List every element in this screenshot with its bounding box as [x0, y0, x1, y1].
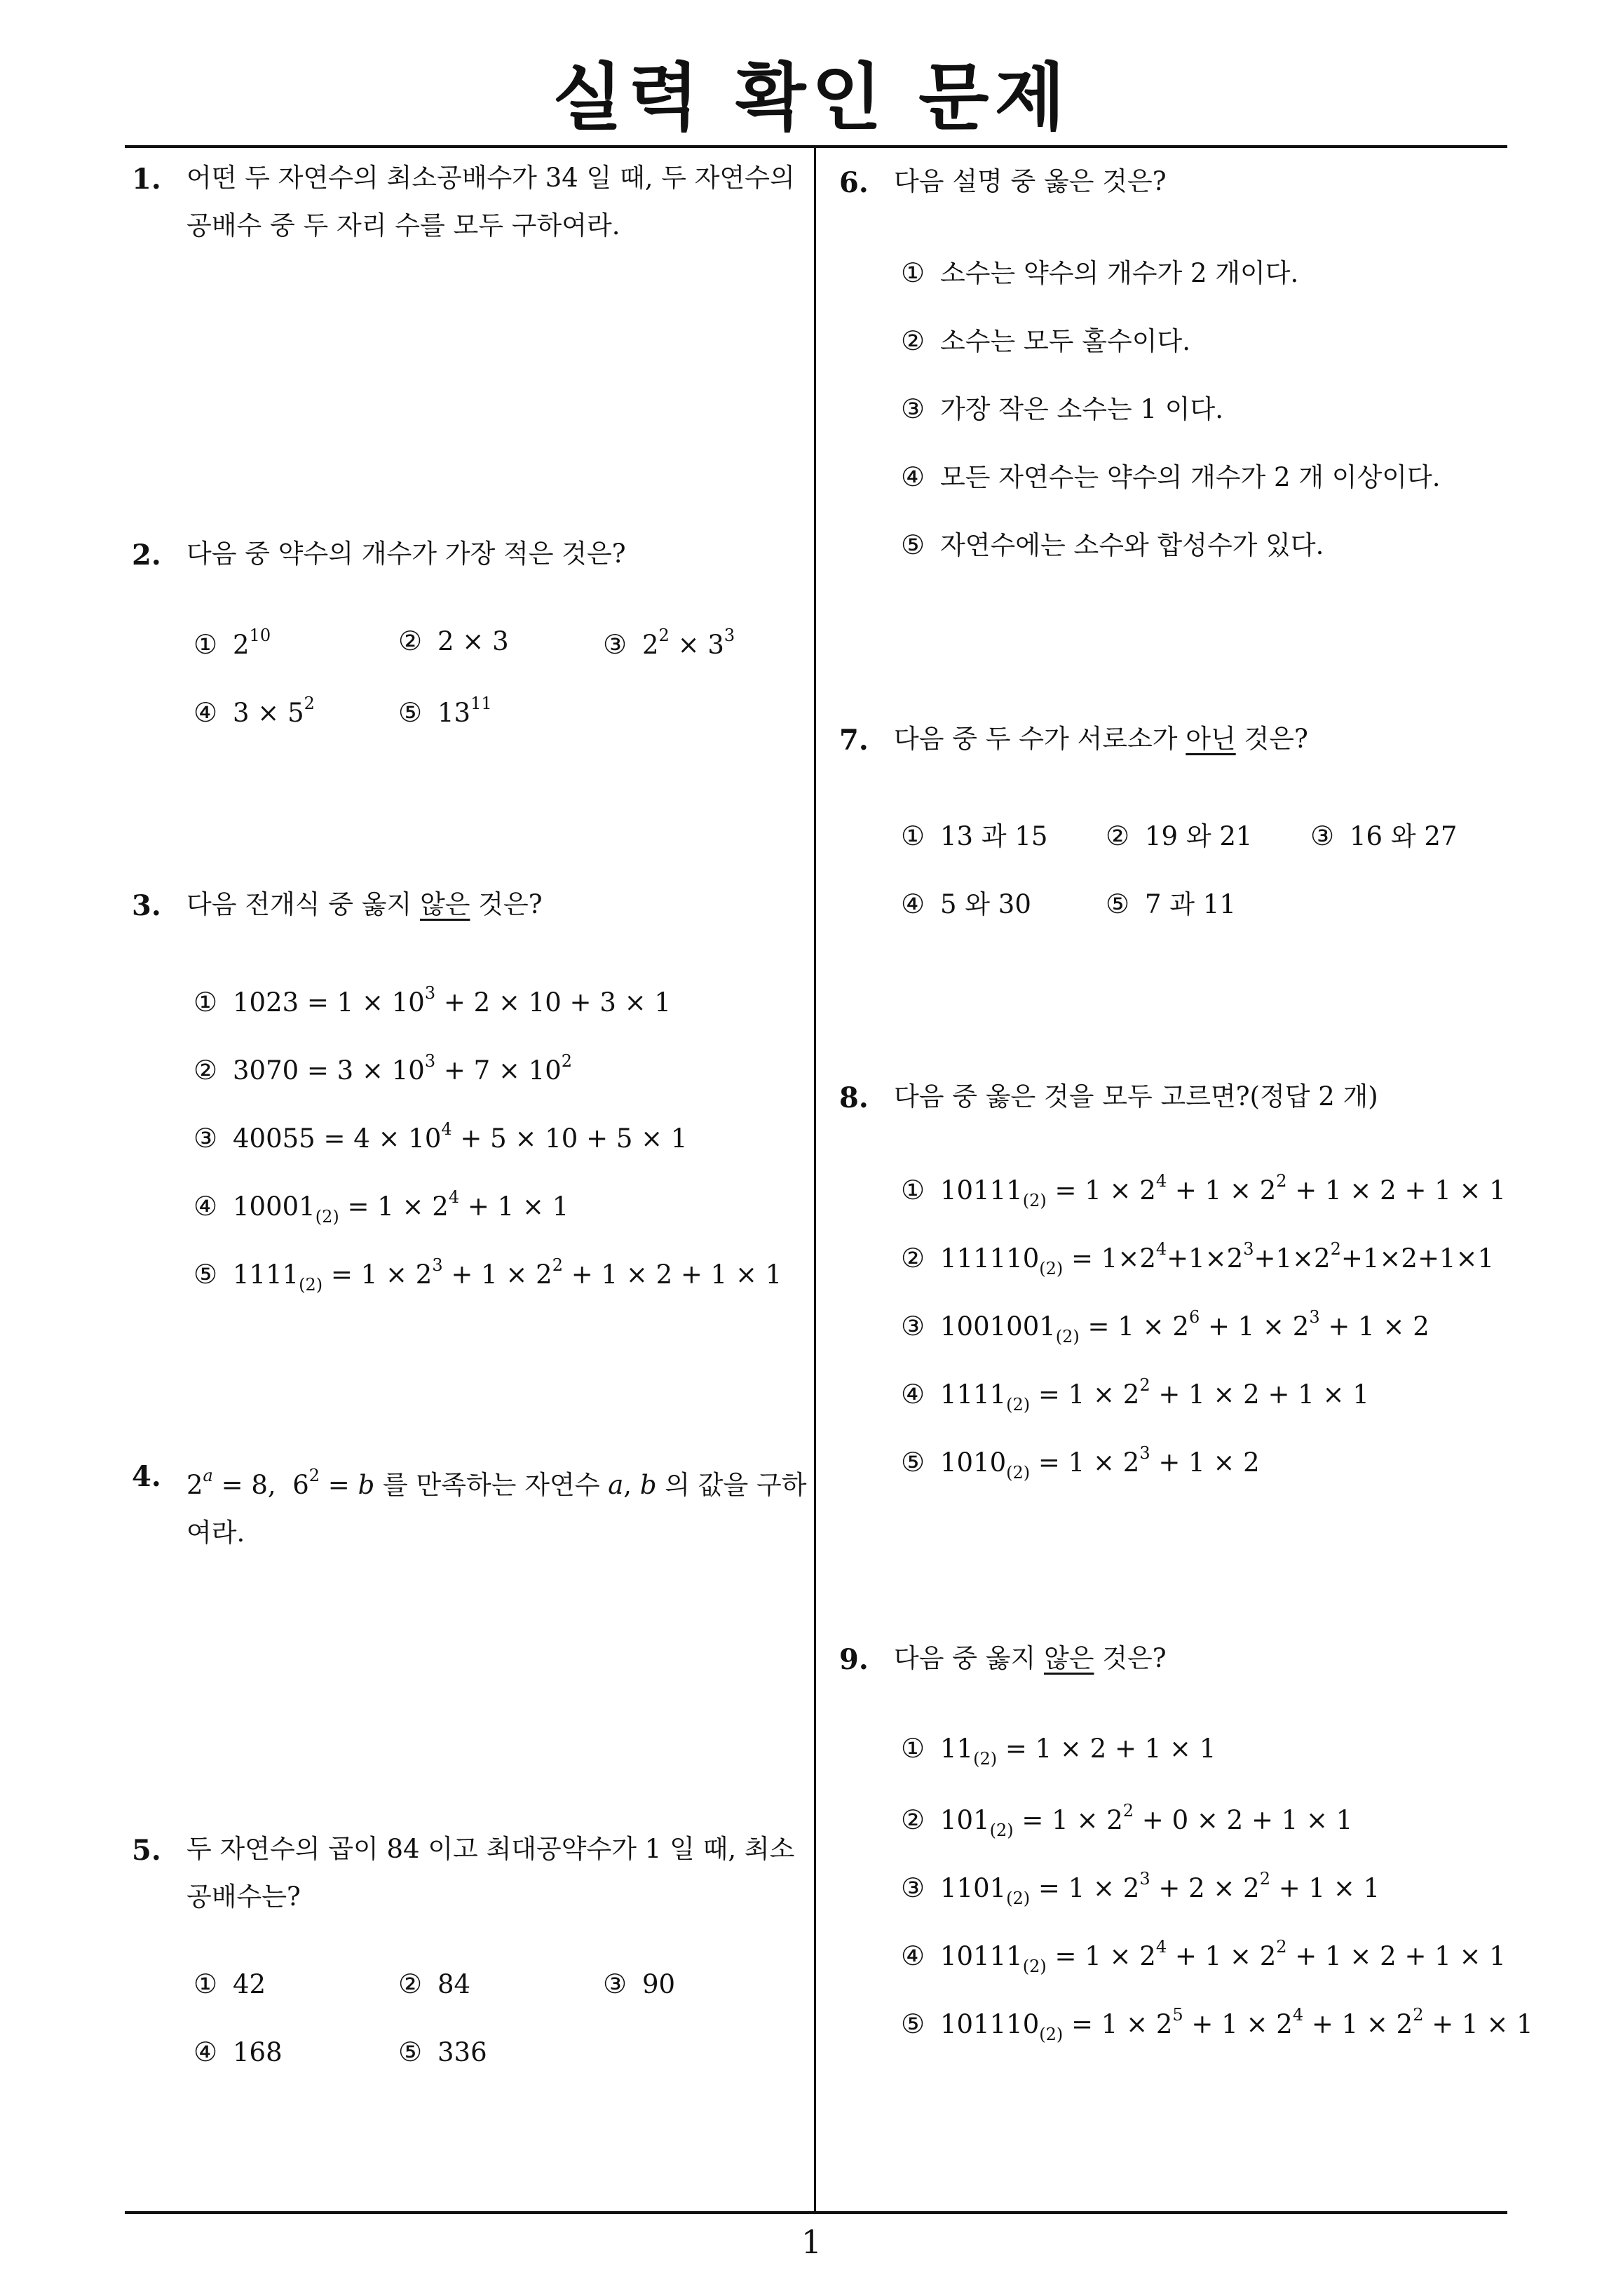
choice-text: 19 와 21	[1145, 821, 1253, 851]
choice-5[interactable]: ⑤ $101110_{(2)} = 1 \times 2^5 + 1 \times 2^4 + 1 \times 2^2 + 1 \times 1$	[901, 2005, 1533, 2044]
stem-text: 다음 전개식 중 옳지	[186, 889, 420, 919]
choice-5[interactable]: ⑤ $1111_{(2)} = 1 \times 2^3 + 1 \times 2^2 + 1 \times 2 + 1 \times 1$	[193, 1255, 782, 1295]
choice-marker: ③	[1310, 821, 1335, 851]
choice-1[interactable]: ① $1023 = 1 \times 10^3 + 2 \times 10 + 3 \times 1$	[193, 983, 671, 1018]
choice-marker: ①	[193, 987, 218, 1018]
choice-text: 모든 자연수는 약수의 개수가 2 개 이상이다.	[940, 462, 1441, 492]
problem-stem: 다음 중 옳은 것을 모두 고르면?(정답 2 개)	[894, 1081, 1378, 1112]
choice-3[interactable]: ③ $1001001_{(2)} = 1 \times 2^6 + 1 \times 2^3 + 1 \times 2$	[901, 1307, 1430, 1346]
choice-4[interactable]: ④ $10001_{(2)} = 1 \times 2^4 + 1 \times 1$	[193, 1187, 569, 1227]
choice-4[interactable]	[193, 2037, 283, 2067]
choice-2[interactable]	[1106, 815, 1252, 853]
problem-stem	[186, 1825, 853, 1921]
stem-text: 를 만족하는 자연수	[374, 1470, 609, 1500]
choice-value: 42	[233, 1969, 266, 1999]
choice-2[interactable]: ② $111110_{(2)} = 1\times 2^4+1\times 2^3+1\times 2^2+1\times 2+1\times 1$	[901, 1239, 1495, 1278]
stem-line: 공배수는?	[186, 1882, 301, 1912]
choice-3[interactable]: ③ $40055 = 4 \times 10^4 + 5 \times 10 + 5 \times 1$	[193, 1119, 688, 1154]
choice-marker: ⑤	[398, 697, 423, 728]
choice-5[interactable]	[1106, 883, 1236, 921]
choice-text: 소수는 약수의 개수가 2 개이다.	[940, 258, 1299, 288]
stem-emphasis: 않은	[1044, 1643, 1094, 1673]
choice-marker: ④	[901, 1940, 925, 1971]
choice-1[interactable]	[901, 252, 1298, 290]
choice-4[interactable]: ④ $3 \times 5^2$	[193, 694, 315, 728]
choice-marker: ①	[193, 629, 218, 660]
choice-marker: ①	[901, 1733, 925, 1764]
choice-2[interactable]: ② $101_{(2)} = 1 \times 2^2 + 0 \times 2 + 1 \times 1$	[901, 1801, 1353, 1840]
problem-number: 4.	[132, 1460, 161, 1493]
choice-text: 7 과 11	[1145, 889, 1236, 919]
stem-line: 여라.	[186, 1518, 245, 1548]
choice-3[interactable]	[603, 1969, 675, 1999]
choice-marker: ②	[1106, 821, 1130, 851]
page-title: 실력 확인 문제	[552, 55, 1071, 140]
footer-rule	[125, 2211, 1507, 2214]
choice-text: 가장 작은 소수는 1 이다.	[940, 394, 1224, 424]
choice-marker: ④	[193, 2037, 218, 2067]
choice-2[interactable]: ② $3070 = 3 \times 10^3 + 7 \times 10^2$	[193, 1051, 573, 1086]
problem-number: 8.	[839, 1081, 869, 1114]
choice-marker: ③	[901, 1872, 925, 1903]
choice-marker: ⑤	[901, 1447, 925, 1478]
choice-marker: ⑤	[1106, 889, 1130, 919]
problem-stem	[186, 1452, 853, 1557]
choice-1[interactable]	[901, 815, 1047, 853]
stem-text: 것은?	[1094, 1643, 1167, 1673]
choice-marker: ②	[901, 325, 925, 356]
problem-stem	[186, 881, 853, 928]
choice-value: 168	[233, 2037, 283, 2067]
choice-text: 소수는 모두 홀수이다.	[940, 326, 1190, 356]
stem-text: 의 값을 구하	[656, 1470, 807, 1500]
choice-marker: ③	[901, 393, 925, 424]
problem-number: 7.	[839, 724, 869, 757]
problem-number: 6.	[839, 166, 869, 199]
choice-marker: ②	[901, 1804, 925, 1835]
choice-marker: ⑤	[901, 529, 925, 560]
choice-marker: ①	[901, 821, 925, 851]
stem-text: 다음 중 옳지	[894, 1643, 1044, 1673]
problem-stem	[186, 154, 853, 250]
choice-4[interactable]: ④ $1111_{(2)} = 1 \times 2^2 + 1 \times 2 + 1 \times 1$	[901, 1375, 1369, 1414]
choice-4[interactable]: ④ $10111_{(2)} = 1 \times 2^4 + 1 \times 2^2 + 1 \times 2 + 1 \times 1$	[901, 1937, 1506, 1976]
choice-1[interactable]	[193, 1969, 266, 1999]
choice-marker: ④	[901, 889, 925, 919]
choice-4[interactable]	[901, 883, 1031, 921]
choice-5[interactable]	[398, 2037, 487, 2067]
choice-text: 자연수에는 소수와 합성수가 있다.	[940, 530, 1324, 560]
choice-marker: ⑤	[193, 1259, 218, 1290]
choice-5[interactable]: ⑤ $13^{11}$	[398, 694, 492, 728]
problem-number: 3.	[132, 889, 161, 922]
choice-marker: ①	[193, 1969, 218, 1999]
stem-text: 것은?	[470, 889, 543, 919]
choice-1[interactable]: ① $2^{10}$	[193, 626, 271, 660]
choice-value: 336	[437, 2037, 487, 2067]
choice-5[interactable]: ⑤ $1010_{(2)} = 1 \times 2^3 + 1 \times 2$	[901, 1443, 1260, 1483]
choice-3[interactable]: ③ $1101_{(2)} = 1 \times 2^3 + 2 \times 2^2 + 1 \times 1$	[901, 1869, 1380, 1908]
choice-marker: ③	[901, 1311, 925, 1342]
choice-marker: ②	[193, 1055, 218, 1086]
choice-text: 16 와 27	[1350, 821, 1458, 851]
stem-line: 두 자연수의 곱이 84 이고 최대공약수가 1 일 때, 최소	[186, 1834, 795, 1864]
stem-line: 공배수 중 두 자리 수를 모두 구하여라.	[186, 210, 620, 241]
choice-3[interactable]	[1310, 815, 1457, 853]
choice-4[interactable]	[901, 456, 1440, 494]
choice-2[interactable]	[901, 320, 1190, 358]
stem-text: 다음 중 두 수가 서로소가	[894, 724, 1186, 754]
choice-1[interactable]: ① $11_{(2)} = 1 \times 2 + 1 \times 1$	[901, 1733, 1216, 1769]
problem-number: 9.	[839, 1643, 869, 1676]
choice-marker: ②	[901, 1243, 925, 1274]
choice-marker: ②	[398, 1969, 423, 1999]
header-rule	[125, 145, 1507, 148]
choice-marker: ⑤	[398, 2037, 423, 2067]
choice-marker: ③	[193, 1123, 218, 1154]
stem-emphasis: 않은	[419, 889, 470, 919]
choice-marker: ④	[901, 1379, 925, 1410]
choice-3[interactable]	[901, 388, 1223, 426]
choice-2[interactable]	[398, 1969, 470, 1999]
problem-stem: 다음 설명 중 옳은 것은?	[894, 166, 1167, 196]
stem-emphasis: 아닌	[1186, 724, 1236, 754]
choice-value: 84	[437, 1969, 471, 1999]
choice-value: 90	[642, 1969, 676, 1999]
problem-stem: 다음 중 약수의 개수가 가장 적은 것은?	[186, 539, 626, 569]
stem-line: $2^a = 8$, $6^2 = b$ 를 만족하는 자연수 a, b 의 값을 구하	[186, 1466, 807, 1500]
choice-3[interactable]: ③ $2^2 \times 3^3$	[603, 626, 735, 660]
choice-marker: ③	[603, 629, 627, 660]
problem-number: 2.	[132, 539, 161, 572]
page-number: 1	[801, 2223, 822, 2261]
stem-line: 어떤 두 자연수의 최소공배수가 34 일 때, 두 자연수의	[186, 163, 795, 193]
choice-5[interactable]	[901, 524, 1324, 562]
choice-marker: ④	[193, 1191, 218, 1222]
problem-stem	[894, 715, 1567, 763]
problem-number: 1.	[132, 163, 161, 196]
stem-text: 것은?	[1235, 724, 1308, 754]
choice-marker: ①	[901, 1175, 925, 1206]
choice-2[interactable]: ② 2 × 3	[398, 626, 509, 656]
problem-number: 5.	[132, 1834, 161, 1867]
choice-marker: ④	[901, 461, 925, 492]
choice-1[interactable]: ① $10111_{(2)} = 1 \times 2^4 + 1 \times 2^2 + 1 \times 2 + 1 \times 1$	[901, 1171, 1506, 1210]
choice-text: 13 과 15	[940, 821, 1048, 851]
choice-marker: ⑤	[901, 2008, 925, 2039]
choice-marker: ②	[398, 626, 423, 656]
problem-stem	[894, 1635, 1567, 1682]
choice-marker: ①	[901, 257, 925, 288]
choice-text: 5 와 30	[940, 889, 1031, 919]
choice-marker: ④	[193, 697, 218, 728]
choice-marker: ③	[603, 1969, 627, 1999]
